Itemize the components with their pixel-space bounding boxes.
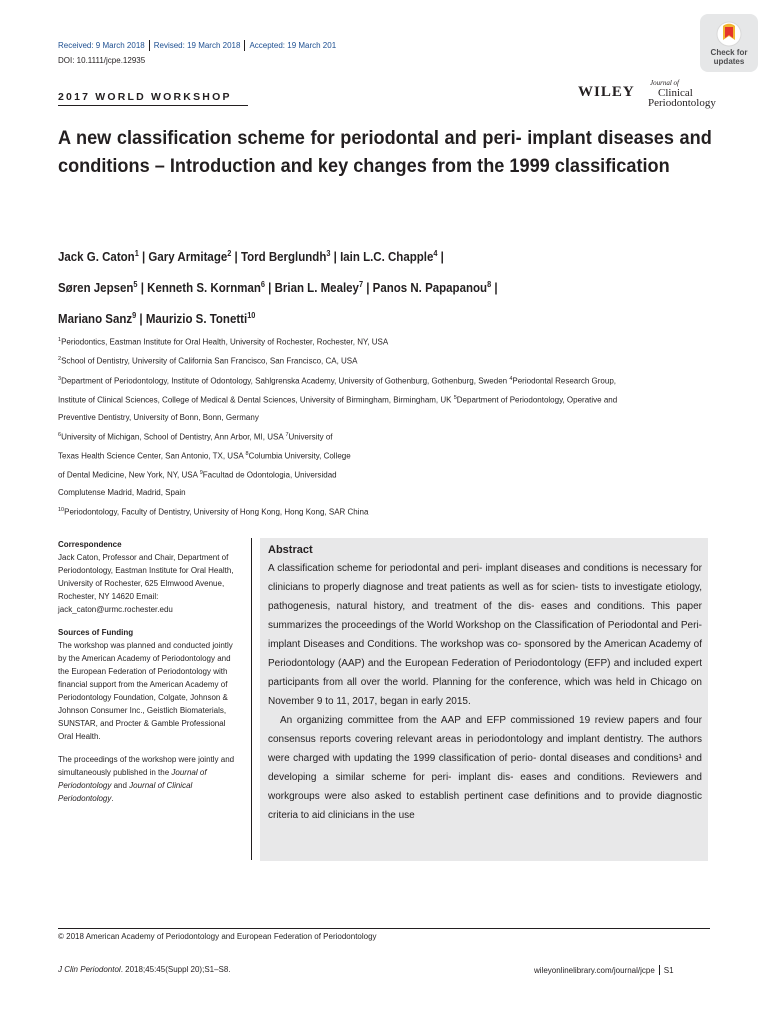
proceedings-journal: Journal of Clinical Periodontology [58, 781, 193, 803]
bookmark-icon [716, 21, 742, 47]
citation-details: . 2018;45:45(Suppl 20);S1–S8. [120, 965, 231, 974]
author-sup: 3 [326, 249, 331, 258]
author-sup: 10 [247, 311, 256, 321]
accepted-date: Accepted: 19 March 201 [249, 41, 337, 50]
author[interactable]: Tord Berglundh [240, 250, 327, 265]
publisher-logo: WILEY [578, 84, 635, 100]
received-date: Received: 9 March 2018 [58, 41, 145, 50]
author[interactable]: Søren Jepsen [58, 281, 134, 296]
journal-logo-line2: Clinical [658, 87, 693, 99]
proceedings-and: and [111, 781, 130, 790]
footer-url-block [534, 965, 674, 975]
sidebar [58, 538, 238, 815]
affiliation-text: Facultad de Odontologia, Universidad [202, 470, 337, 480]
author[interactable]: Iain L.C. Chapple [340, 250, 434, 265]
section-rule [58, 105, 248, 106]
check-updates-line1: Check for [710, 47, 748, 57]
affiliation: $^1$Periodontics, Eastman Institute for Oral Health, University of Rochester, Rochester, NY, USA [58, 337, 389, 347]
affiliation-text: of Dental Medicine, New York, NY, USA [58, 470, 200, 480]
copyright: © 2018 American Academy of Periodontology and European Federation of Periodontology [58, 932, 377, 941]
abstract-paragraph: An organizing committee from the AAP and EFP commissioned 19 review papers and four consensus reports covering relevant areas in periodontology and implant dentistry. The authors were charged with updating the 1999 classification of perio- dontal diseases and conditions¹ and developing a similar scheme for peri- implant dis- eases and conditions. Reviewers and workgroups were also asked to establish pertinent case definitions and to provide diagnostic criteria to aid clinicians in the use [268, 715, 702, 821]
affiliation-text: Periodontal Research Group, [512, 376, 617, 386]
correspondence-text: Jack Caton, Professor and Chair, Department of Periodontology, Eastman Institute for Oral Health, University of Rochester, 625 Elmwood Avenue, Rochester, NY 14620 Email: jack_caton@urmc.rochester.edu [58, 553, 234, 614]
funding-heading: Sources of Funding [58, 628, 134, 637]
affiliation: $^2$School of Dentistry, University of California San Francisco, San Francisco, CA, USA [58, 356, 358, 366]
proceedings-block [58, 753, 238, 805]
abstract-heading: Abstract [268, 544, 313, 556]
affiliation-text: Columbia University, College [248, 451, 351, 461]
affiliations [58, 332, 718, 521]
section-label: 2017 WORLD WORKSHOP [58, 91, 232, 103]
affiliation: $^3$Department of Periodontology, Institute of Odontology, Sahlgrenska Academy, University of Gothenburg, Gothenburg, Sweden $^4$Periodontal Research Group, [58, 375, 617, 386]
author[interactable]: Mariano Sanz [58, 312, 133, 327]
affiliation: Texas Health Science Center, San Antonio, TX, USA $^8$Columbia University, College [58, 450, 351, 461]
affiliation-text: Texas Health Science Center, San Antonio, TX, USA [58, 451, 246, 461]
author[interactable]: Kenneth S. Kornman [147, 281, 261, 296]
author[interactable]: Brian L. Mealey [274, 281, 359, 296]
author[interactable]: Panos N. Papapanou [372, 281, 488, 296]
affiliation-text: Institute of Clinical Sciences, College of Medical & Dental Sciences, University of Birmingham, Birmingham, UK [58, 395, 454, 405]
divider [244, 40, 245, 51]
author-sup: 7 [358, 280, 364, 290]
author-sup: 8 [487, 280, 492, 290]
proceedings-end: . [111, 794, 114, 803]
affiliation-text: Periodontics, Eastman Institute for Oral Health, University of Rochester, Rochester, NY, USA [61, 337, 389, 347]
author-sup: 2 [227, 249, 232, 258]
author-sup: 5 [133, 280, 138, 290]
revised-date: Revised: 19 March 2018 [153, 41, 241, 50]
check-updates-label [711, 48, 748, 66]
affiliation [58, 409, 718, 427]
author-sup: 4 [433, 249, 438, 258]
affiliation-text: University of [288, 432, 333, 442]
author-list: Jack G. Caton$^1$ | Gary Armitage$^2$ | Tord Berglundh$^3$ | Iain L.C. Chapple$^4$ | Søren Jepsen$^5$ | Kenneth S. Kornman$^6$ | Brian L. Mealey$^7$ | Panos N. Papapanou$^8$ | Mariano Sanz$^9$ | Maurizio S. Tonetti$^{10}$ [58, 249, 498, 327]
column-divider [251, 538, 252, 860]
abstract-paragraph: A classification scheme for periodontal and peri- implant diseases and conditions is necessary for clinicians to properly diagnose and treat patients as well as for scien- tists to investigate etiology, pathogenesis, natural history, and treatment of the dis- eases and conditions. This paper summarizes the proceedings of the World Workshop on the Classification of Periodontal and Peri- implant Diseases and Conditions. The workshop was co- sponsored by the American Academy of Periodontology (AAP) and the European Federation of Periodontology (EFP) and included expert participants from all over the world. Planning for the conference, which was held in Chicago on November 9 to 11, 2017, began in early 2015. [268, 563, 702, 707]
check-updates-line2: updates [713, 56, 745, 66]
author-sup: 9 [132, 311, 137, 321]
affiliation-text: Complutense Madrid, Madrid, Spain [58, 488, 186, 498]
affiliation-text: Periodontology, Faculty of Dentistry, University of Hong Kong, Hong Kong, SAR China [64, 507, 369, 517]
author[interactable]: Maurizio S. Tonetti [145, 312, 248, 327]
doi[interactable]: DOI: 10.1111/jcpe.12935 [58, 56, 146, 65]
affiliation-text: Department of Periodontology, Operative and [456, 395, 618, 405]
article-history [58, 40, 336, 51]
affiliation: $^{10}$Periodontology, Faculty of Dentistry, University of Hong Kong, Hong Kong, SAR China [58, 506, 369, 517]
journal-logo-line3: Periodontology [648, 97, 716, 109]
affiliation: of Dental Medicine, New York, NY, USA $^9$Facultad de Odontologia, Universidad [58, 470, 337, 480]
affiliation [58, 484, 718, 502]
abstract-box [260, 538, 708, 861]
footer-rule [58, 928, 710, 929]
affiliation-text: University of Michigan, School of Dentistry, Ann Arbor, MI, USA [61, 432, 286, 442]
correspondence-block [58, 538, 238, 616]
divider [149, 40, 150, 51]
journal-logo-line1: Journal of [650, 79, 679, 87]
proceedings-text: The proceedings of the workshop were jointly and simultaneously published in the [58, 755, 235, 777]
author-sup: 6 [260, 280, 265, 290]
author-sup: 1 [134, 249, 139, 258]
article-title: A new classification scheme for periodontal and peri- implant diseases and conditions – Introduction and key changes from the 1999 classification [58, 127, 712, 177]
affiliation-text: Preventive Dentistry, University of Bonn, Bonn, Germany [58, 413, 259, 422]
affiliation: $^6$University of Michigan, School of Dentistry, Ann Arbor, MI, USA $^7$University of [58, 431, 333, 442]
correspondence-heading: Correspondence [58, 540, 122, 549]
author[interactable]: Jack G. Caton [58, 250, 135, 265]
citation [58, 965, 231, 974]
affiliation-text: School of Dentistry, University of California San Francisco, San Francisco, CA, USA [61, 356, 358, 366]
check-for-updates-button[interactable] [700, 14, 758, 72]
affiliation: Institute of Clinical Sciences, College of Medical & Dental Sciences, University of Birmingham, Birmingham, UK $^5$Department of Periodontology, Operative and [58, 394, 618, 405]
journal-url[interactable]: wileyonlinelibrary.com/journal/jcpe [534, 966, 655, 975]
funding-block [58, 626, 238, 743]
author[interactable]: Gary Armitage [148, 250, 228, 265]
affiliation-text: Department of Periodontology, Institute of Odontology, Sahlgrenska Academy, University of Gothenburg, Gothenburg, Sweden [61, 376, 510, 386]
divider [659, 965, 660, 975]
journal-abbrev: J Clin Periodontol [58, 965, 121, 974]
funding-text: The workshop was planned and conducted jointly by the American Academy of Periodontology and the European Federation of Periodontology with financial support from the American Academy of Periodontology Foundation, Colgate, Johnson & Johnson Consumer Inc., Geistlich Biomaterials, SUNSTAR, and Procter & Gamble Professional Oral Health. [58, 641, 233, 741]
proceedings-journal: Journal of Periodontology [58, 768, 207, 790]
journal-logo [648, 78, 716, 108]
page-number: S1 [663, 966, 674, 975]
